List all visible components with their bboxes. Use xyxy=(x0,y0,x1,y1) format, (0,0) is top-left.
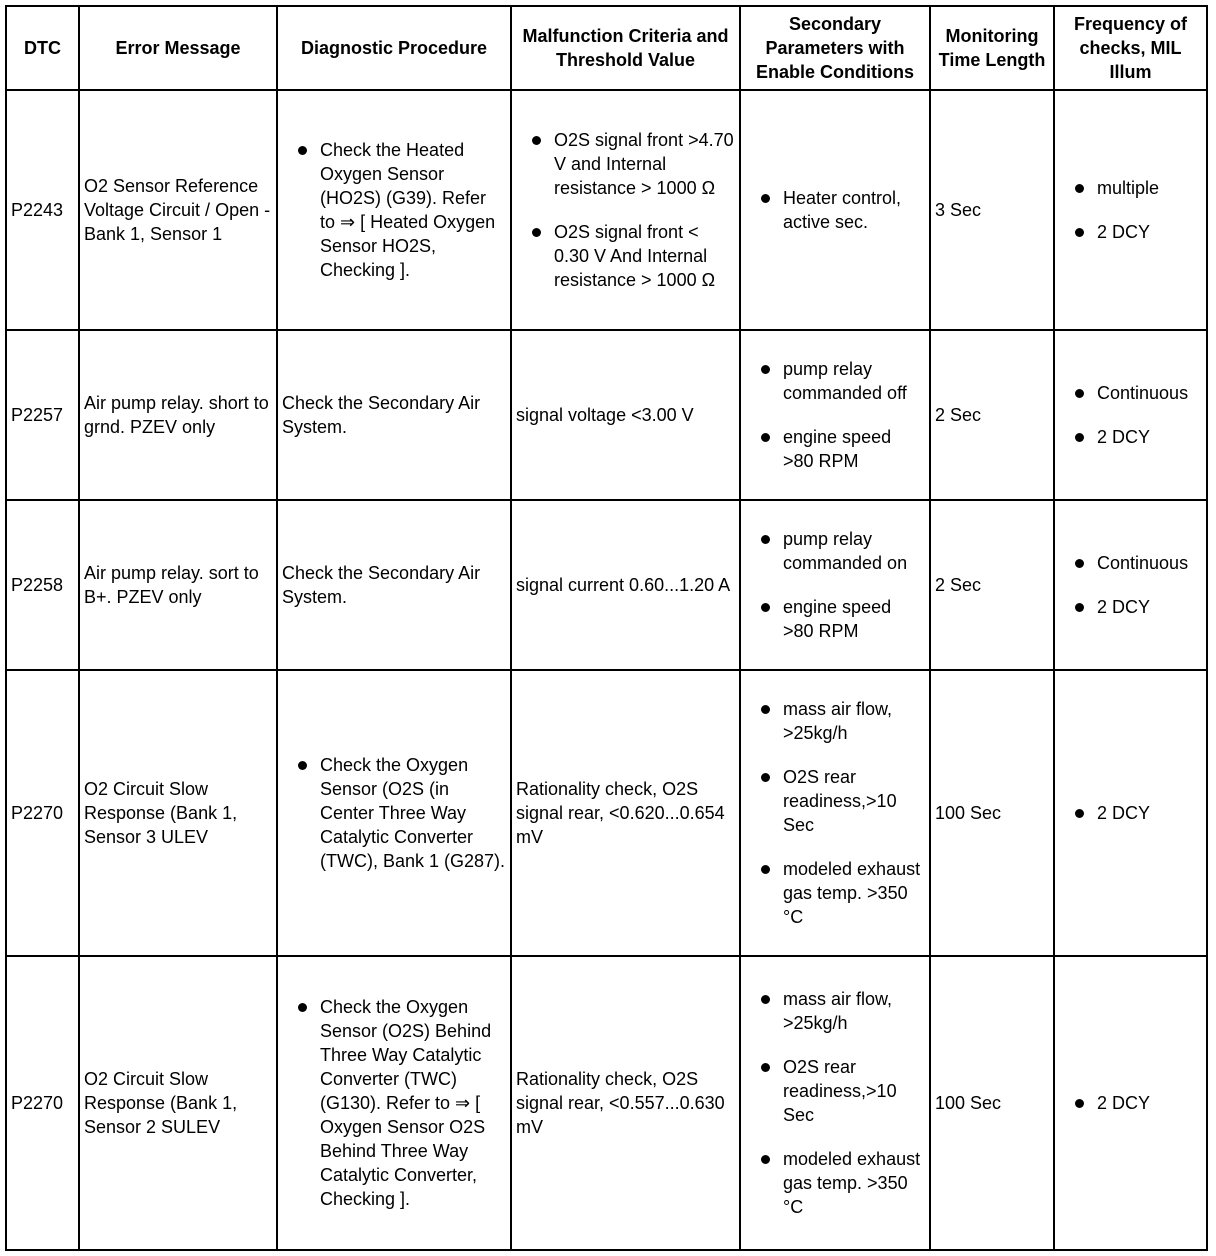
secondary-parameters xyxy=(740,330,930,500)
error-message: O2 Circuit Slow Response (Bank 1, Sensor 2 SULEV xyxy=(79,956,277,1250)
secondary-parameters xyxy=(740,956,930,1250)
list-item: Continuous xyxy=(1097,381,1202,405)
diagnostic-procedure xyxy=(277,670,511,956)
dtc-code: P2270 xyxy=(6,956,79,1250)
malfunction-criteria: Rationality check, O2S signal rear, <0.620...0.654 mV xyxy=(511,670,740,956)
header-monitoring-time: Monitoring Time Length xyxy=(930,6,1054,90)
error-message: O2 Sensor Reference Voltage Circuit / Open - Bank 1, Sensor 1 xyxy=(79,90,277,330)
table-row xyxy=(6,90,1207,330)
frequency xyxy=(1054,956,1207,1250)
list-item: pump relay commanded on xyxy=(783,527,925,575)
dtc-code: P2270 xyxy=(6,670,79,956)
list-item: 2 DCY xyxy=(1097,425,1202,449)
header-dtc: DTC xyxy=(6,6,79,90)
list-item: 2 DCY xyxy=(1097,1091,1202,1115)
header-error-message: Error Message xyxy=(79,6,277,90)
diagnostic-procedure xyxy=(277,90,511,330)
frequency xyxy=(1054,330,1207,500)
frequency xyxy=(1054,670,1207,956)
malfunction-criteria: signal current 0.60...1.20 A xyxy=(511,500,740,670)
dtc-code: P2258 xyxy=(6,500,79,670)
header-diagnostic-procedure: Diagnostic Procedure xyxy=(277,6,511,90)
list-item: pump relay commanded off xyxy=(783,357,925,405)
dtc-table xyxy=(5,5,1208,1251)
diagnostic-procedure xyxy=(277,956,511,1250)
monitoring-time: 100 Sec xyxy=(930,670,1054,956)
malfunction-criteria: signal voltage <3.00 V xyxy=(511,330,740,500)
table-row xyxy=(6,670,1207,956)
diagnostic-procedure: Check the Secondary Air System. xyxy=(277,330,511,500)
secondary-parameters xyxy=(740,90,930,330)
monitoring-time: 2 Sec xyxy=(930,330,1054,500)
monitoring-time: 3 Sec xyxy=(930,90,1054,330)
list-item: modeled exhaust gas temp. >350 °C xyxy=(783,857,925,929)
list-item: mass air flow, >25kg/h xyxy=(783,697,925,745)
table-row xyxy=(6,956,1207,1250)
list-item: engine speed >80 RPM xyxy=(783,595,925,643)
list-item: multiple xyxy=(1097,176,1202,200)
list-item: modeled exhaust gas temp. >350 °C xyxy=(783,1147,925,1219)
frequency xyxy=(1054,90,1207,330)
list-item: O2S rear readiness,>10 Sec xyxy=(783,1055,925,1127)
list-item: Continuous xyxy=(1097,551,1202,575)
header-row xyxy=(6,6,1207,90)
list-item: engine speed >80 RPM xyxy=(783,425,925,473)
malfunction-criteria xyxy=(511,90,740,330)
monitoring-time: 2 Sec xyxy=(930,500,1054,670)
list-item: Heater control, active sec. xyxy=(783,186,925,234)
error-message: O2 Circuit Slow Response (Bank 1, Sensor 3 ULEV xyxy=(79,670,277,956)
frequency xyxy=(1054,500,1207,670)
diagnostic-procedure: Check the Secondary Air System. xyxy=(277,500,511,670)
error-message: Air pump relay. sort to B+. PZEV only xyxy=(79,500,277,670)
secondary-parameters xyxy=(740,500,930,670)
list-item: 2 DCY xyxy=(1097,595,1202,619)
dtc-code: P2257 xyxy=(6,330,79,500)
malfunction-criteria: Rationality check, O2S signal rear, <0.557...0.630 mV xyxy=(511,956,740,1250)
monitoring-time: 100 Sec xyxy=(930,956,1054,1250)
list-item: O2S rear readiness,>10 Sec xyxy=(783,765,925,837)
header-secondary-parameters: Secondary Parameters with Enable Conditions xyxy=(740,6,930,90)
list-item: Check the Heated Oxygen Sensor (HO2S) (G39). Refer to ⇒ [ Heated Oxygen Sensor HO2S, Checking ]. xyxy=(320,138,506,282)
list-item: Check the Oxygen Sensor (O2S) Behind Three Way Catalytic Converter (TWC) (G130). Refer to ⇒ [ Oxygen Sensor O2S Behind Three Way Catalytic Converter, Checking ]. xyxy=(320,995,506,1211)
list-item: O2S signal front < 0.30 V And Internal resistance > 1000 Ω xyxy=(554,220,735,292)
list-item: 2 DCY xyxy=(1097,220,1202,244)
list-item: O2S signal front >4.70 V and Internal resistance > 1000 Ω xyxy=(554,130,734,198)
dtc-code: P2243 xyxy=(6,90,79,330)
list-item: 2 DCY xyxy=(1097,801,1202,825)
table-row xyxy=(6,330,1207,500)
secondary-parameters xyxy=(740,670,930,956)
error-message: Air pump relay. short to grnd. PZEV only xyxy=(79,330,277,500)
list-item: mass air flow, >25kg/h xyxy=(783,987,925,1035)
header-frequency: Frequency of checks, MIL Illum xyxy=(1054,6,1207,90)
list-item: Check the Oxygen Sensor (O2S (in Center Three Way Catalytic Converter (TWC), Bank 1 (G287). xyxy=(320,755,506,871)
table-row xyxy=(6,500,1207,670)
header-malfunction-criteria: Malfunction Criteria and Threshold Value xyxy=(511,6,740,90)
